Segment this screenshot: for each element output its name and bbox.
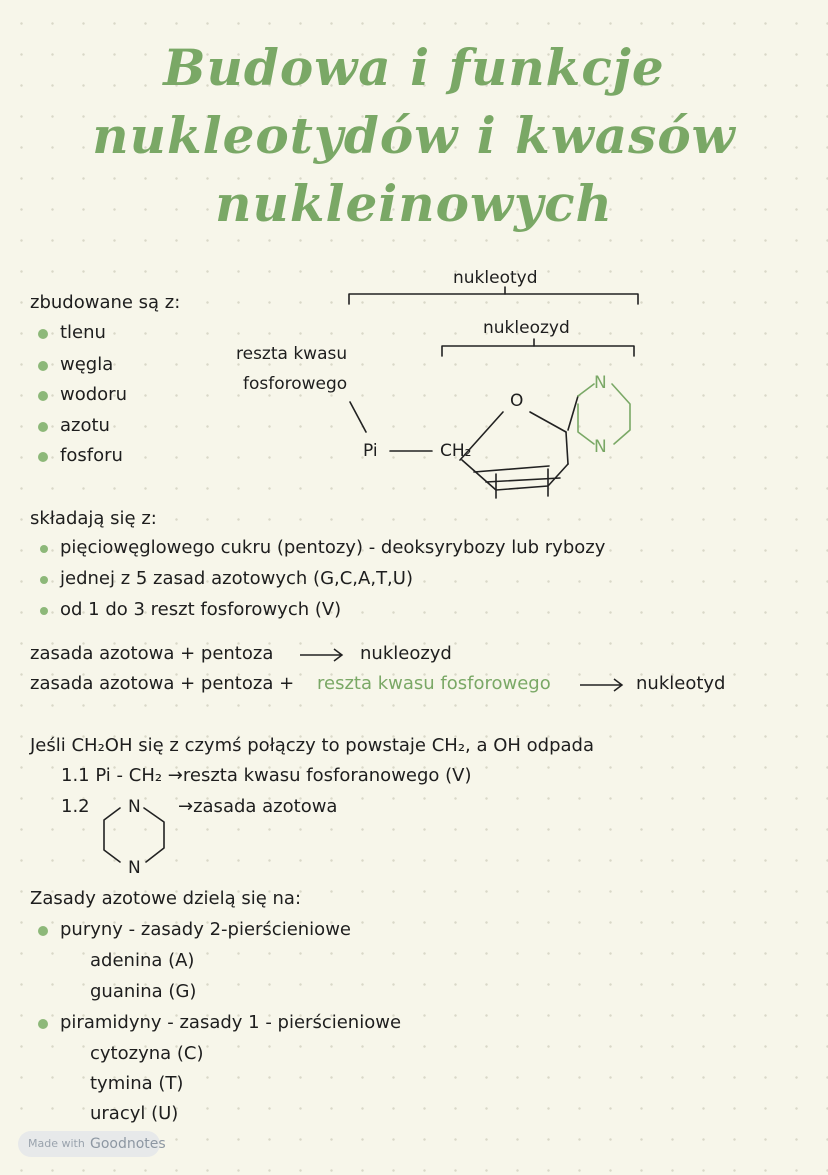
elements-heading: zbudowane są z:	[30, 292, 181, 313]
nucleoside-label: nukleozyd	[483, 318, 570, 338]
components-heading: składają się z:	[30, 508, 157, 529]
equation-2-left: zasada azotowa + pentoza +	[30, 673, 295, 694]
equation-2-right: nukleotyd	[636, 673, 726, 694]
phosphate-label-1: reszta kwasu	[236, 344, 348, 364]
equation-1-left: zasada azotowa + pentoza	[30, 643, 274, 664]
list-item: azotu	[60, 415, 110, 436]
list-item: węgla	[60, 354, 114, 375]
title-line-3: nukleinowych	[215, 174, 613, 233]
list-item: tymina (T)	[90, 1073, 184, 1094]
list-item: cytozyna (C)	[90, 1043, 204, 1064]
badge-brand: Goodnotes	[90, 1136, 166, 1152]
nucleotide-label: nukleotyd	[453, 268, 538, 288]
title-line-2: nukleotydów i kwasów	[92, 106, 736, 165]
list-item: uracyl (U)	[90, 1103, 179, 1124]
list-item: guanina (G)	[90, 981, 197, 1002]
pi-label: Pi	[363, 441, 378, 461]
badge-made-with: Made with	[28, 1137, 85, 1150]
list-item: wodoru	[60, 384, 127, 405]
rule-text: Jeśli CH₂OH się z czymś połączy to powstaje CH₂, a OH odpada	[30, 735, 595, 756]
phosphate-label-2: fosforowego	[243, 374, 348, 394]
rule-item-2-text: →zasada azotowa	[178, 796, 338, 817]
rule-item-2-number: 1.2	[61, 796, 90, 817]
ring-nitrogen-top: N	[128, 797, 141, 817]
title-line-1: Budowa i funkcje	[163, 38, 665, 97]
oxygen-label: O	[510, 391, 524, 411]
pyrimidines-item: piramidyny - zasady 1 - pierścieniowe	[60, 1012, 402, 1033]
list-item: jednej z 5 zasad azotowych (G,C,A,T,U)	[60, 568, 413, 589]
ch2-label: CH₂	[440, 441, 472, 461]
made-with-goodnotes-badge	[18, 1131, 166, 1157]
equation-1-right: nukleozyd	[360, 643, 452, 664]
nitrogen-label-top: N	[594, 373, 607, 393]
equation-2-phosphate: reszta kwasu fosforowego	[317, 673, 551, 694]
list-item: fosforu	[60, 445, 123, 466]
purines-item: puryny - zasady 2-pierścieniowe	[60, 919, 351, 940]
list-item: pięciowęglowego cukru (pentozy) - deoksyrybozy lub rybozy	[60, 537, 606, 558]
list-item: tlenu	[60, 322, 106, 343]
nitrogen-label-bottom: N	[594, 437, 607, 457]
list-item: od 1 do 3 reszt fosforowych (V)	[60, 599, 342, 620]
list-item: adenina (A)	[90, 950, 195, 971]
ring-nitrogen-bottom: N	[128, 858, 141, 878]
bases-heading: Zasady azotowe dzielą się na:	[30, 888, 302, 909]
rule-item-1: 1.1 Pi - CH₂ →reszta kwasu fosforanowego (V)	[61, 765, 472, 786]
